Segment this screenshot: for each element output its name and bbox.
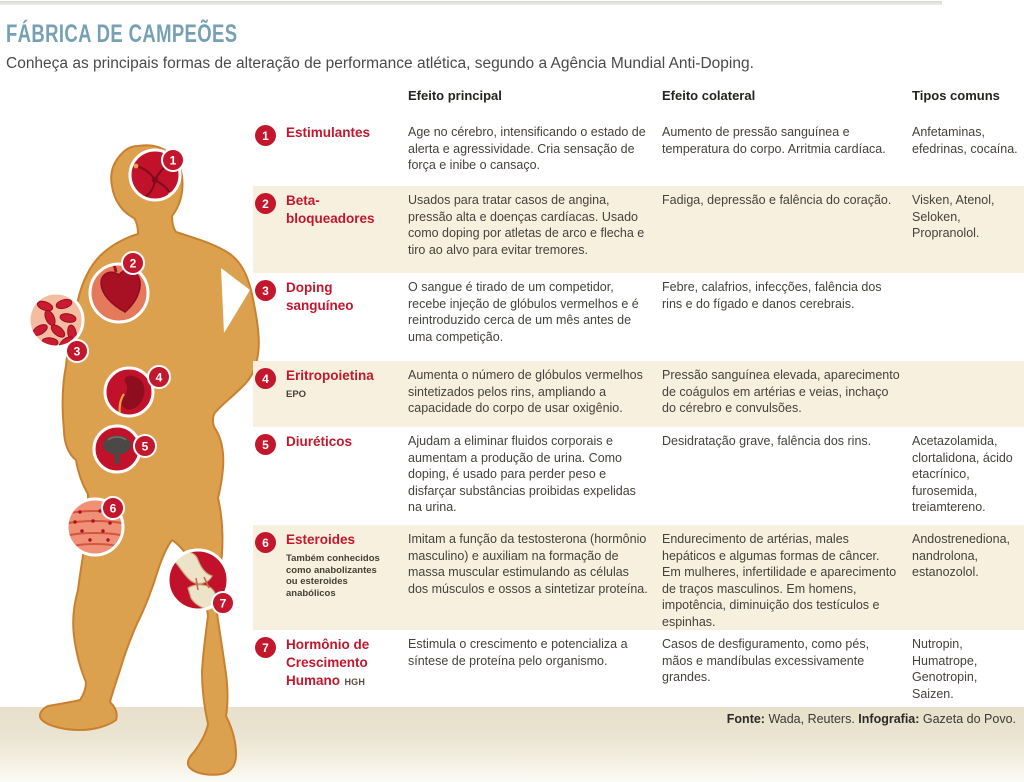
row-label: Hormônio de Crescimento Humano — [286, 637, 370, 688]
footer-credits — [727, 712, 1016, 726]
credit-value: Gazeta do Povo. — [919, 712, 1016, 726]
row-number-badge: 7 — [255, 637, 276, 658]
row-sublabel: Também conhecidos como anabolizantes ou esteroides anabólicos — [286, 553, 380, 599]
table-header — [253, 88, 1024, 118]
cell-tipos-comuns: Acetazolamida, clortalidona, ácido etacrínico, furosemida, treiamtereno. — [912, 434, 1013, 514]
body-marker-3-number: 3 — [73, 344, 81, 359]
table-row-beta-bloqueadores — [253, 186, 1024, 273]
page-title — [6, 20, 319, 49]
body-marker-1-number: 1 — [169, 153, 177, 168]
row-number-badge: 5 — [255, 434, 276, 455]
row-sublabel: EPO — [286, 389, 307, 400]
cell-efeito-principal: Estimula o crescimento e potencializa a síntese de proteína pelo organismo. — [408, 637, 628, 668]
row-label: Doping sanguíneo — [286, 280, 354, 313]
body-marker-1 — [162, 149, 184, 171]
cell-tipos-comuns — [912, 279, 1024, 361]
cell-efeito-principal: Ajudam a eliminar fluidos corporais e aumentam a produção de urina. Como doping, é usado para perder peso e disfarçar substâncias proibidas expelidas na urina. — [408, 434, 636, 514]
cell-efeito-colateral: Casos de desfiguramento, como pés, mãos e mandíbulas excessivamente grandes. — [662, 637, 870, 684]
credit-label: Infografia: — [858, 712, 920, 726]
cell-tipos-comuns: Nutropin, Humatrope, Genotropin, Saizen. — [912, 637, 978, 701]
table-row-doping-sanguineo — [253, 273, 1024, 361]
body-marker-7-number: 7 — [219, 596, 227, 611]
row-number-badge: 3 — [255, 280, 276, 301]
kidney-icon — [105, 368, 153, 416]
top-rule — [0, 1, 942, 5]
body-marker-5 — [134, 435, 156, 457]
body-marker-6-number: 6 — [109, 501, 117, 516]
cell-efeito-principal: Usados para tratar casos de angina, pressão alta e doenças cardíacas. Usado como doping por atletas de arco e flecha e tiro ao alvo para evitar tremores. — [408, 193, 645, 257]
page-subtitle: Conheça as principais formas de alteração de performance atlética, segundo a Agência Mundial Anti-Doping. — [6, 55, 754, 72]
table-row-eritropoietina — [253, 361, 1024, 427]
column-header-efeito-colateral: Efeito colateral — [662, 88, 756, 103]
row-abbreviation: HGH — [344, 677, 366, 687]
column-header-tipos-comuns: Tipos comuns — [912, 88, 1000, 103]
table-row-estimulantes — [253, 118, 1024, 186]
cell-tipos-comuns: Andostrenediona, nandrolona, estanozolol. — [912, 532, 1010, 579]
doping-table — [253, 88, 1024, 705]
cell-efeito-principal: Aumenta o número de glóbulos vermelhos sintetizados pelos rins, ampliando a capacidade do corpo de usar oxigênio. — [408, 368, 643, 415]
source-label: Fonte: — [726, 712, 765, 726]
body-marker-6 — [102, 497, 124, 519]
row-label: Diuréticos — [286, 434, 353, 449]
row-label: Beta-bloqueadores — [286, 193, 375, 226]
row-number-badge: 4 — [255, 368, 276, 389]
body-marker-7 — [212, 592, 234, 614]
page-title-text: FÁBRICA DE CAMPEÕES — [6, 20, 238, 48]
cell-efeito-colateral: Endurecimento de artérias, males hepáticos e algumas formas de câncer. Em mulheres, infertilidade e aparecimento de traços masculinos. Em homens, impotência, diminuição dos testículos e espinhas. — [662, 532, 897, 629]
bladder-icon — [94, 426, 140, 472]
column-header-efeito-principal: Efeito principal — [408, 88, 502, 103]
cell-tipos-comuns: Visken, Atenol, Seloken, Propranolol. — [912, 193, 995, 240]
body-silhouette — [40, 145, 259, 775]
row-label: Estimulantes — [286, 125, 371, 140]
table-row-hormonio-crescimento — [253, 630, 1024, 705]
body-marker-5-number: 5 — [141, 439, 149, 454]
body-marker-3 — [66, 340, 88, 362]
cell-tipos-comuns: Anfetaminas, efedrinas, cocaína. — [912, 125, 1018, 156]
cell-tipos-comuns — [912, 367, 1024, 427]
table-row-esteroides — [253, 525, 1024, 630]
row-label: Esteroides — [286, 532, 356, 547]
row-number-badge: 6 — [255, 532, 276, 553]
cell-efeito-principal: Imitam a função da testosterona (hormônio masculino) e auxiliam na formação de massa muscular estimulando as células dos músculos e ossos a sintetizar proteína. — [408, 532, 648, 596]
cell-efeito-principal: Age no cérebro, intensificando o estado de alerta e agressividade. Cria sensação de força e inibe o cansaço. — [408, 125, 646, 172]
body-marker-4 — [148, 366, 170, 388]
row-label: Eritropoietina — [286, 368, 374, 383]
cell-efeito-colateral: Pressão sanguínea elevada, aparecimento de coágulos em artérias e veias, inchaço do cérebro e convulsões. — [662, 368, 900, 415]
table-row-diureticos — [253, 427, 1024, 525]
body-marker-2 — [122, 252, 144, 274]
cell-efeito-colateral: Desidratação grave, falência dos rins. — [662, 434, 872, 448]
body-marker-4-number: 4 — [155, 370, 163, 385]
cell-efeito-colateral: Fadiga, depressão e falência do coração. — [662, 193, 892, 207]
cell-efeito-principal: O sangue é tirado de um competidor, recebe injeção de glóbulos vermelhos e é reintroduzido cerca de um mês antes de uma competição. — [408, 280, 639, 344]
row-number-badge: 1 — [255, 125, 276, 146]
source-value: Wada, Reuters. — [764, 712, 859, 726]
cell-efeito-colateral: Febre, calafrios, infecções, falência dos rins e do fígado e danos cerebrais. — [662, 280, 882, 311]
cell-efeito-colateral: Aumento de pressão sanguínea e temperatura do corpo. Arritmia cardíaca. — [662, 125, 886, 156]
row-number-badge: 2 — [255, 193, 276, 214]
body-marker-2-number: 2 — [129, 256, 137, 271]
